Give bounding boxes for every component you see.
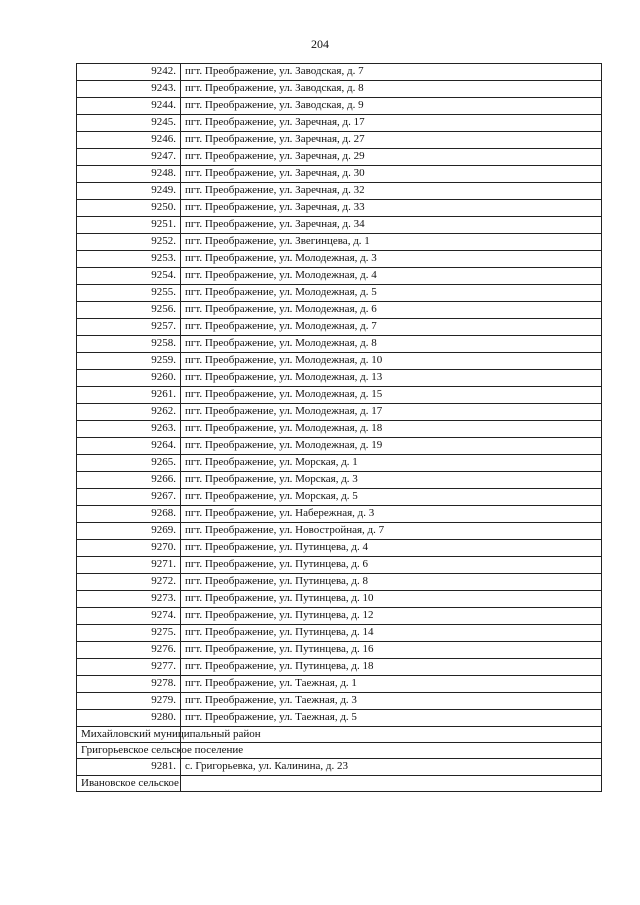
row-address: пгт. Преображение, ул. Заречная, д. 27 [181,132,602,149]
table-row [77,200,602,217]
row-number: 9247. [77,149,181,166]
row-address: пгт. Преображение, ул. Морская, д. 3 [181,472,602,489]
register-body [77,64,602,727]
row-address: пгт. Преображение, ул. Морская, д. 1 [181,455,602,472]
row-address: пгт. Преображение, ул. Заводская, д. 8 [181,81,602,98]
table-row [77,336,602,353]
table-row [77,540,602,557]
table-row [77,387,602,404]
row-number: 9264. [77,438,181,455]
section-label-mikhailovsky: Михайловский муниципальный район [77,727,181,743]
table-row [77,489,602,506]
table-row [77,183,602,200]
row-address: пгт. Преображение, ул. Путинцева, д. 18 [181,659,602,676]
section-label-grigoryevskoe: Григорьевское сельское поселение [77,743,181,759]
row-number: 9257. [77,319,181,336]
table-row [77,608,602,625]
row-number: 9253. [77,251,181,268]
table-row [77,268,602,285]
table-row [77,506,602,523]
empty-cell [181,743,602,759]
empty-cell [181,776,602,792]
row-address: пгт. Преображение, ул. Морская, д. 5 [181,489,602,506]
table-row [77,455,602,472]
row-number: 9260. [77,370,181,387]
row-address: пгт. Преображение, ул. Новостройная, д. 7 [181,523,602,540]
table-row [77,642,602,659]
row-address: пгт. Преображение, ул. Молодежная, д. 13 [181,370,602,387]
row-number: 9267. [77,489,181,506]
row-address: пгт. Преображение, ул. Заводская, д. 9 [181,98,602,115]
row-number: 9254. [77,268,181,285]
row-number: 9258. [77,336,181,353]
table-row [77,523,602,540]
row-number: 9276. [77,642,181,659]
row-number: 9244. [77,98,181,115]
row-number: 9271. [77,557,181,574]
row-address: пгт. Преображение, ул. Таежная, д. 1 [181,676,602,693]
section-row-settlement-ivanovskoe [77,776,602,792]
table-row [77,285,602,302]
row-address: пгт. Преображение, ул. Молодежная, д. 18 [181,421,602,438]
section-row-settlement [77,743,602,759]
row-address: пгт. Преображение, ул. Заречная, д. 30 [181,166,602,183]
row-number: 9248. [77,166,181,183]
table-row [77,659,602,676]
row-number: 9243. [77,81,181,98]
row-address: пгт. Преображение, ул. Заречная, д. 17 [181,115,602,132]
section-label-ivanovskoe: Ивановское сельское [77,776,181,792]
row-address: пгт. Преображение, ул. Путинцева, д. 6 [181,557,602,574]
row-number: 9275. [77,625,181,642]
table-row [77,319,602,336]
row-address: пгт. Преображение, ул. Заречная, д. 29 [181,149,602,166]
row-number: 9268. [77,506,181,523]
row-number: 9262. [77,404,181,421]
row-number: 9266. [77,472,181,489]
row-address: пгт. Преображение, ул. Молодежная, д. 5 [181,285,602,302]
row-number: 9252. [77,234,181,251]
table-row [77,217,602,234]
row-number: 9269. [77,523,181,540]
row-address: пгт. Преображение, ул. Путинцева, д. 4 [181,540,602,557]
row-address: пгт. Преображение, ул. Таежная, д. 3 [181,693,602,710]
table-row [77,370,602,387]
row-number: 9242. [77,64,181,81]
register-tail [77,727,602,792]
table-row [77,132,602,149]
row-number: 9250. [77,200,181,217]
row-number: 9255. [77,285,181,302]
row-address: пгт. Преображение, ул. Путинцева, д. 14 [181,625,602,642]
row-address: пгт. Преображение, ул. Молодежная, д. 10 [181,353,602,370]
row-number: 9280. [77,710,181,727]
table-row [77,693,602,710]
row-address: пгт. Преображение, ул. Заречная, д. 32 [181,183,602,200]
table-row [77,81,602,98]
row-address: пгт. Преображение, ул. Путинцева, д. 10 [181,591,602,608]
row-address: пгт. Преображение, ул. Набережная, д. 3 [181,506,602,523]
row-number: 9270. [77,540,181,557]
page-number: 204 [311,37,329,51]
table-row [77,574,602,591]
table-row [77,438,602,455]
row-address: пгт. Преображение, ул. Путинцева, д. 12 [181,608,602,625]
row-number: 9281. [77,759,181,776]
row-address: пгт. Преображение, ул. Молодежная, д. 17 [181,404,602,421]
table-row [77,591,602,608]
table-row [77,676,602,693]
row-address: пгт. Преображение, ул. Молодежная, д. 3 [181,251,602,268]
row-number: 9263. [77,421,181,438]
table-row [77,64,602,81]
row-number: 9246. [77,132,181,149]
row-number: 9249. [77,183,181,200]
row-number: 9259. [77,353,181,370]
row-number: 9274. [77,608,181,625]
table-row [77,234,602,251]
row-address: пгт. Преображение, ул. Заречная, д. 34 [181,217,602,234]
table-row [77,625,602,642]
row-address: пгт. Преображение, ул. Звегинцева, д. 1 [181,234,602,251]
row-address: пгт. Преображение, ул. Таежная, д. 5 [181,710,602,727]
table-row [77,421,602,438]
row-address: пгт. Преображение, ул. Путинцева, д. 8 [181,574,602,591]
row-number: 9251. [77,217,181,234]
table-row [77,115,602,132]
table-row [77,149,602,166]
row-number: 9277. [77,659,181,676]
row-address: пгт. Преображение, ул. Заречная, д. 33 [181,200,602,217]
row-address: пгт. Преображение, ул. Молодежная, д. 6 [181,302,602,319]
row-address: пгт. Преображение, ул. Путинцева, д. 16 [181,642,602,659]
row-number: 9245. [77,115,181,132]
row-number: 9279. [77,693,181,710]
row-number: 9265. [77,455,181,472]
row-number: 9278. [77,676,181,693]
row-address: пгт. Преображение, ул. Молодежная, д. 4 [181,268,602,285]
table-row [77,710,602,727]
section-row-district [77,727,602,743]
table-row [77,404,602,421]
table-row [77,251,602,268]
table-row [77,472,602,489]
row-address: пгт. Преображение, ул. Молодежная, д. 15 [181,387,602,404]
row-address: пгт. Преображение, ул. Молодежная, д. 19 [181,438,602,455]
row-address: пгт. Преображение, ул. Молодежная, д. 7 [181,319,602,336]
address-register-table [76,63,602,792]
row-number: 9256. [77,302,181,319]
table-row [77,98,602,115]
table-row [77,166,602,183]
row-address: с. Григорьевка, ул. Калинина, д. 23 [181,759,602,776]
table-row [77,759,602,776]
row-address: пгт. Преображение, ул. Молодежная, д. 8 [181,336,602,353]
row-address: пгт. Преображение, ул. Заводская, д. 7 [181,64,602,81]
table-row [77,353,602,370]
row-number: 9273. [77,591,181,608]
row-number: 9261. [77,387,181,404]
table-row [77,557,602,574]
table-row [77,302,602,319]
row-number: 9272. [77,574,181,591]
